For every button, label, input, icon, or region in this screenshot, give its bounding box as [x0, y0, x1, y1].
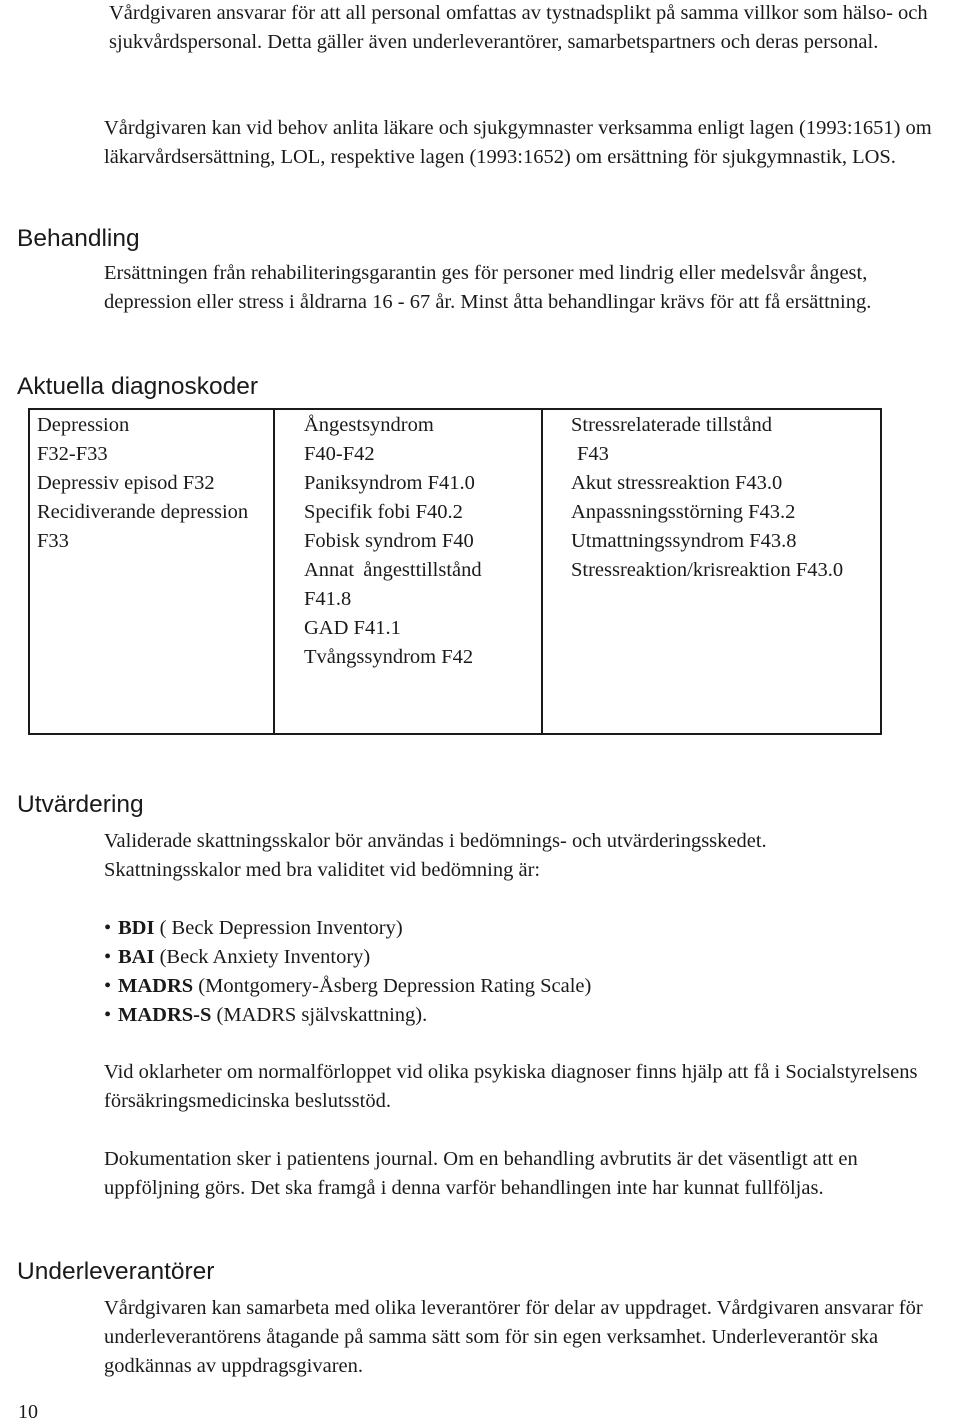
behandling-text: Ersättningen från rehabiliteringsgarantin ges för personer med lindrig eller medelsvår ångest, depression eller stress i åldrarna 16 - 67 år. Minst åtta behandlingar krävs för att få ersättning. — [104, 262, 872, 313]
behandling-heading: Behandling — [17, 225, 140, 252]
scale-list — [104, 914, 954, 1030]
utvardering-paragraph-2: Skattningsskalor med bra validitet vid bedömning är: — [104, 859, 541, 881]
scale-item — [104, 1001, 954, 1030]
diagnos-item: Anpassningsstörning F43.2 — [571, 501, 796, 523]
scale-item — [104, 943, 954, 972]
scale-abbr: MADRS — [118, 975, 194, 997]
underleverantorer-heading: Underleverantörer — [17, 1258, 215, 1285]
diagnos-item: Utmattningssyndrom F43.8 — [571, 530, 797, 552]
scale-abbr: MADRS-S — [118, 1004, 212, 1026]
diagnos-item: Paniksyndrom F41.0 — [304, 472, 475, 494]
diagnoskoder-table — [28, 408, 882, 735]
diagnos-item: Stressreaktion/krisreaktion F43.0 — [571, 559, 844, 581]
scale-item — [104, 914, 954, 943]
diagnos-column-depression — [29, 409, 274, 734]
scale-abbr: BDI — [118, 917, 155, 939]
intro-paragraph-1: Vårdgivaren ansvarar för att all personal omfattas av tystnadsplikt på samma villkor som hälso- och sjukvårdspersonal. Detta gäller även underleverantörer, samarbetspartners och deras personal. — [109, 2, 928, 53]
scale-desc: (Montgomery-Åsberg Depression Rating Scale) — [193, 975, 592, 997]
diagnos-item: Depressiv episod F32 — [37, 472, 215, 494]
diagnos-item: Annat ångesttillstånd F41.8 — [304, 559, 482, 610]
diagnos-item: GAD F41.1 — [304, 617, 401, 639]
page-number: 10 — [18, 1401, 38, 1423]
column-code: F40-F42 — [304, 443, 375, 465]
column-title-row — [571, 411, 860, 440]
diagnos-column-stress — [542, 409, 881, 734]
column-code: F32-F33 — [37, 443, 108, 465]
scale-item — [104, 972, 954, 1001]
scale-desc: (Beck Anxiety Inventory) — [154, 946, 371, 968]
intro-paragraph-2: Vårdgivaren kan vid behov anlita läkare och sjukgymnaster verksamma enligt lagen (1993:1651) om läkarvårdsersättning, LOL, respektive lagen (1993:1652) om ersättning för sjukgymnastik, LOS. — [104, 117, 932, 168]
column-title: Ångestsyndrom — [304, 414, 434, 436]
column-title: Stressrelaterade — [571, 414, 701, 436]
scale-desc: (MADRS självskattning). — [211, 1004, 428, 1026]
column-code: F43 — [577, 443, 609, 465]
scale-abbr: BAI — [118, 946, 155, 968]
diagnos-item: Recidiverande depression F33 — [37, 501, 249, 552]
diagnos-column-angest — [274, 409, 542, 734]
underleverantorer-text: Vårdgivaren kan samarbeta med olika leverantörer för delar av uppdraget. Vårdgivaren ansvarar för underleverantörens åtagande på samma sätt som för sin egen verksamhet. Underleverantör ska godkännas av uppdragsgivaren. — [104, 1297, 923, 1377]
diagnos-item: Tvångssyndrom F42 — [304, 646, 474, 668]
utvardering-paragraph-4: Dokumentation sker i patientens journal. Om en behandling avbrutits är det väsentligt att en uppföljning görs. Det ska framgå i denna varför behandlingen inte har kunnat fullföljas. — [104, 1148, 858, 1199]
diagnoskoder-heading: Aktuella diagnoskoder — [17, 373, 259, 400]
column-title-right: tillstånd — [705, 414, 772, 436]
diagnos-item: Specifik fobi F40.2 — [304, 501, 463, 523]
utvardering-heading: Utvärdering — [17, 791, 144, 818]
utvardering-paragraph-1: Validerade skattningsskalor bör användas i bedömnings- och utvärderingsskedet. — [104, 830, 767, 852]
diagnos-item: Fobisk syndrom F40 — [304, 530, 474, 552]
diagnos-item: Akut stressreaktion F43.0 — [571, 472, 783, 494]
scale-desc: ( Beck Depression Inventory) — [154, 917, 403, 939]
column-title: Depression — [37, 414, 130, 436]
utvardering-paragraph-3: Vid oklarheter om normalförloppet vid olika psykiska diagnoser finns hjälp att få i Socialstyrelsens försäkringsmedicinska beslutsstöd. — [104, 1061, 918, 1112]
